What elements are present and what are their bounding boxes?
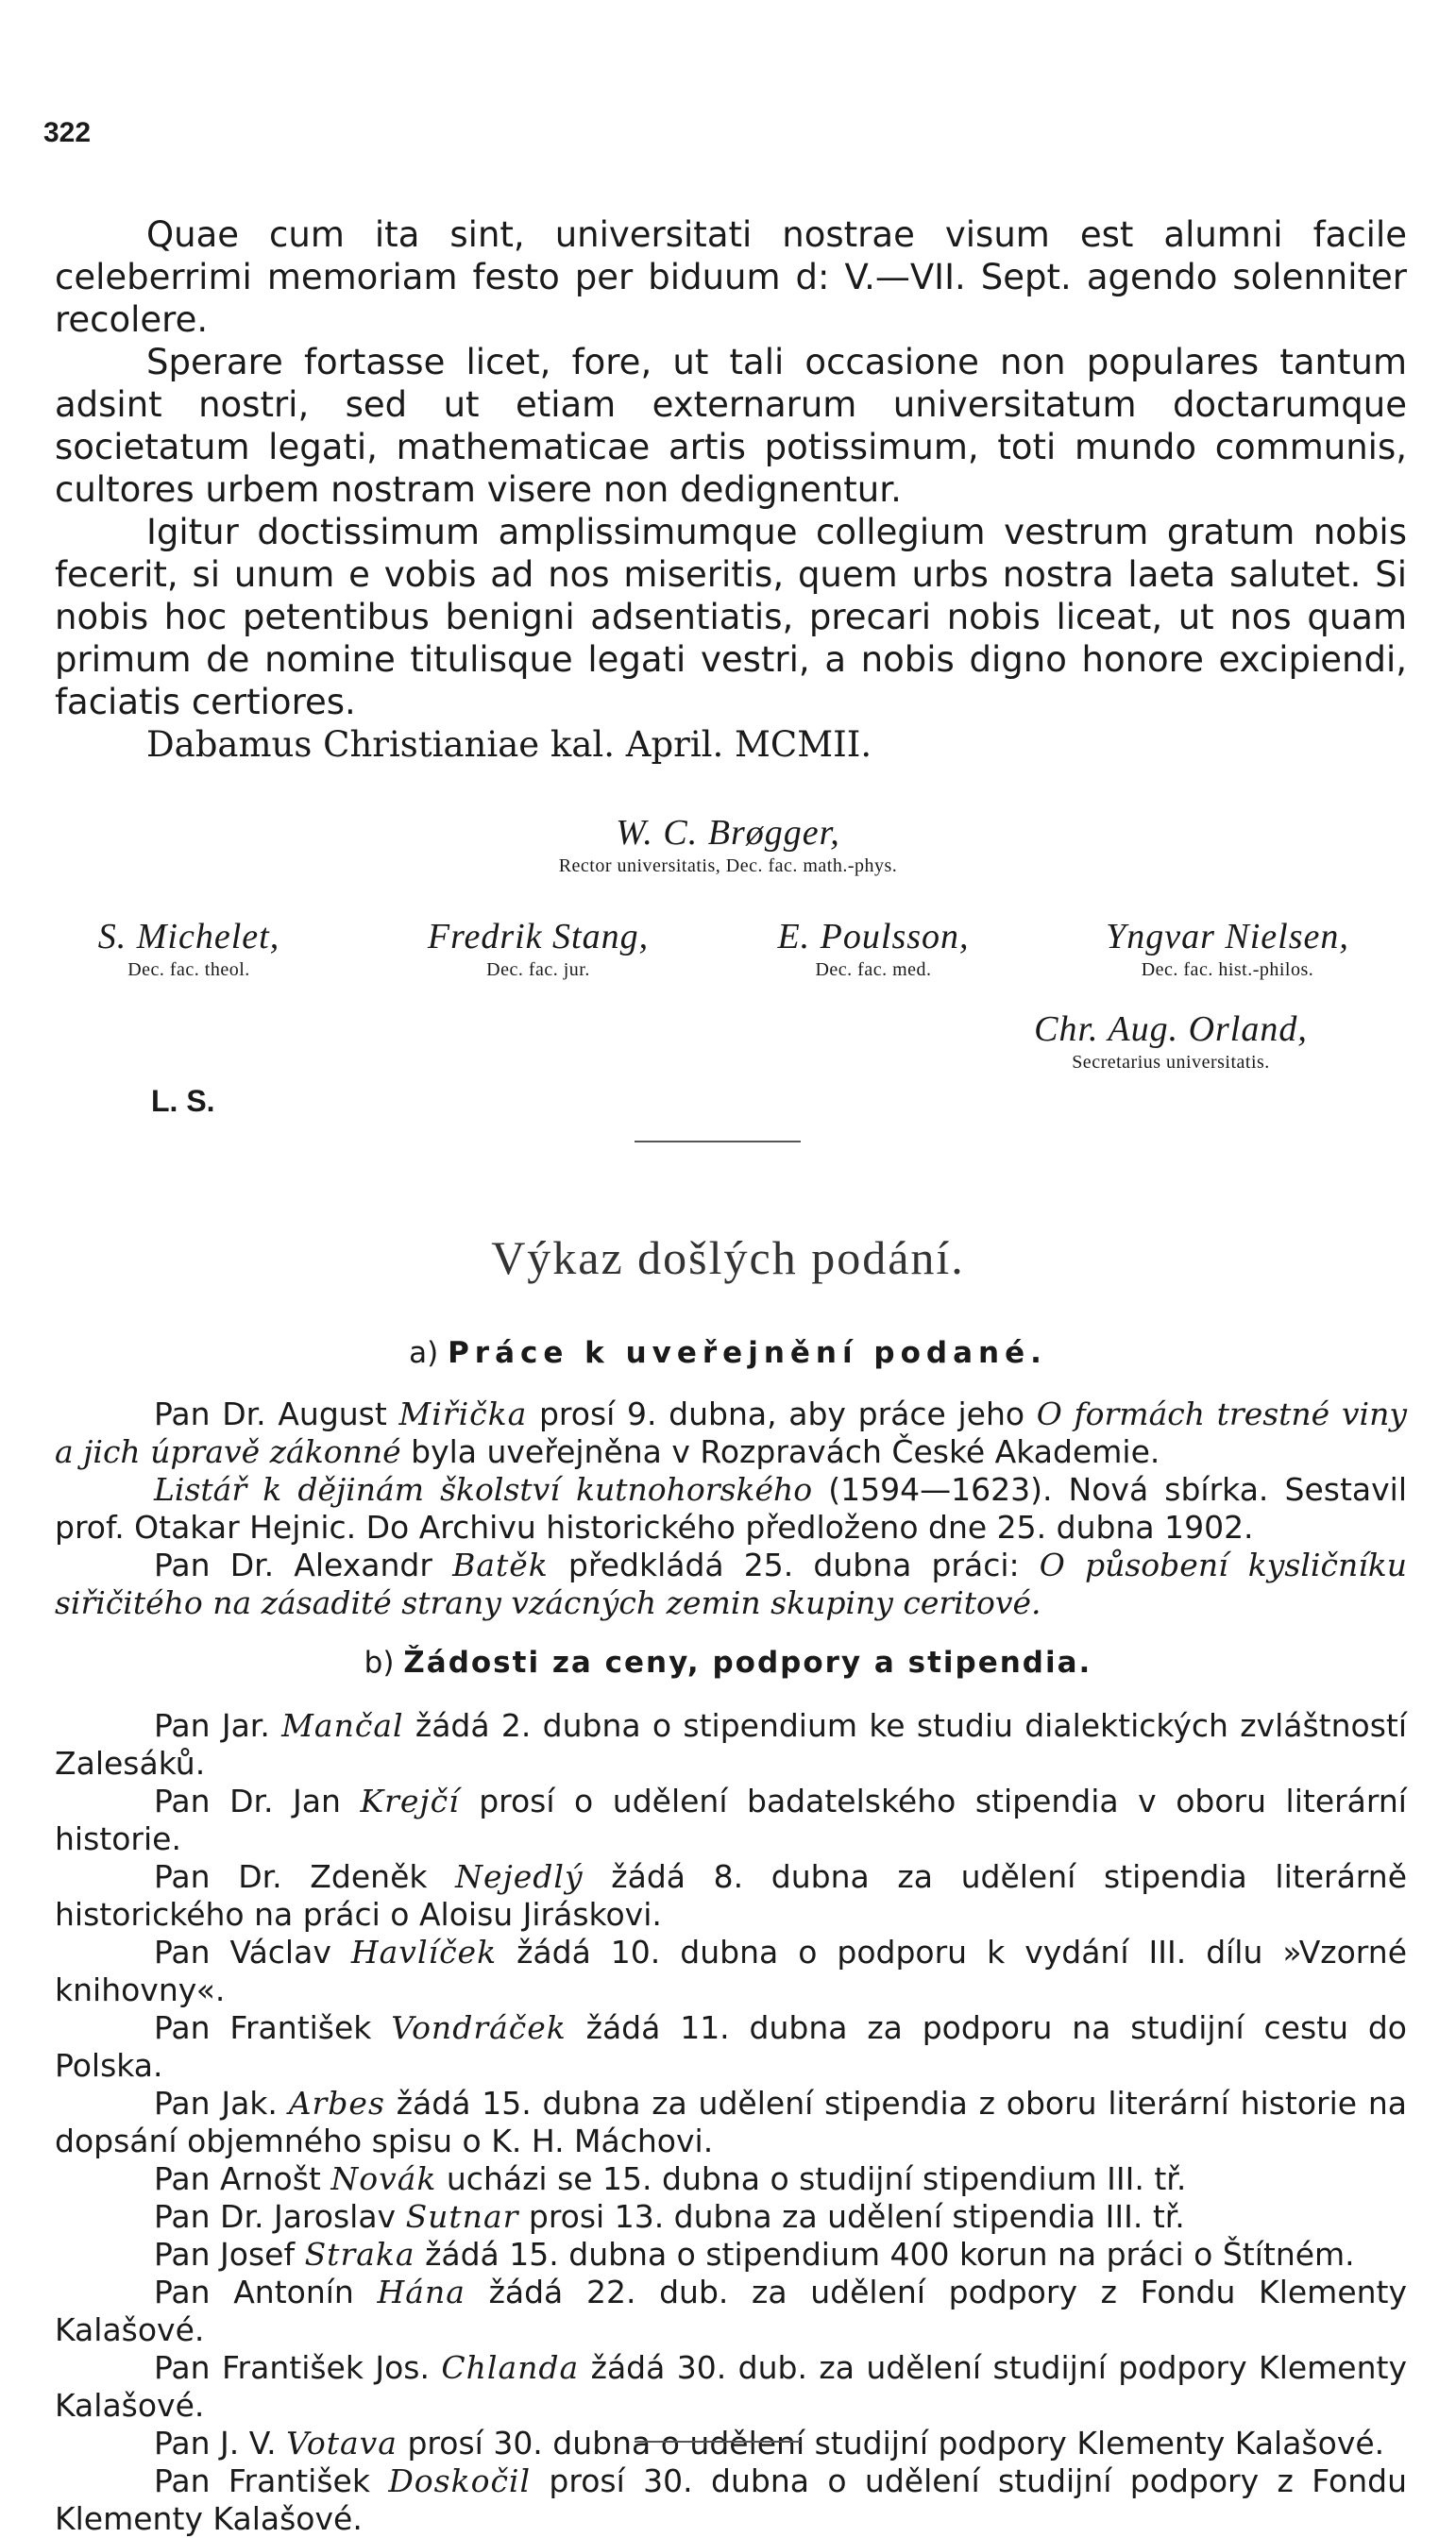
entry-text: předkládá 25. dubna práci: <box>548 1547 1040 1583</box>
entry-text: (1594—1623). Nová sbírka. Sestavil prof. Otakar Hejnic. Do Archivu historického předloženo dne 25. dubna 1902. <box>55 1471 1407 1546</box>
entry <box>55 2198 1407 2236</box>
entry-name: Vondráček <box>391 2009 567 2046</box>
entry <box>55 2236 1407 2274</box>
entry-name: Nejedlý <box>455 1858 584 1895</box>
entry-text: žádá 30. dub. za udělení studijní podpory Klementy Kalašové. <box>55 2349 1407 2424</box>
entry-text: Pan Jar. <box>154 1707 282 1744</box>
entry-text: byla uveřejněna v Rozpravách České Akademie. <box>400 1433 1160 1470</box>
subheading-a <box>0 1336 1456 1370</box>
subheading-b <box>0 1646 1456 1680</box>
entry-title: O působení kysličníku siřičitého na zásadité strany vzácných zemin skupiny ceritové. <box>55 1547 1407 1621</box>
divider <box>635 2441 801 2443</box>
entry <box>55 2425 1407 2462</box>
signature-secretary <box>982 1008 1360 1074</box>
signature-role: Dec. fac. hist.-philos. <box>1141 959 1314 980</box>
entry-text: Pan František <box>154 2009 392 2046</box>
signature-role: Rector universitatis, Dec. fac. math.-phys. <box>558 855 898 876</box>
subheading-label: b) <box>364 1646 395 1680</box>
page-number: 322 <box>43 117 92 148</box>
entry-text: žádá 15. dubna za udělení stipendia z oboru literární historie na dopsání objemného spisu o K. H. Máchovi. <box>55 2085 1407 2159</box>
signature-name: S. Michelet, <box>97 917 280 956</box>
entry-text: Pan Jak. <box>154 2085 289 2122</box>
entry <box>55 1858 1407 1934</box>
entry-text: Pan František Jos. <box>154 2349 442 2386</box>
entry <box>55 1707 1407 1783</box>
entry-text: žádá 15. dubna o stipendium 400 korun na práci o Štítném. <box>415 2236 1355 2273</box>
entry-text: ucházi se 15. dubna o studijní stipendium III. tř. <box>436 2160 1187 2197</box>
entry-name: Arbes <box>288 2085 385 2122</box>
entry-name: Chlanda <box>441 2349 580 2386</box>
signature-dean-philosophy <box>1048 916 1407 981</box>
letter-paragraph: Sperare fortasse licet, fore, ut tali occasione non populares tantum adsint nostri, sed ut etiam externarum universitatum doctarumque societatum legati, mathematicae artis potissimum, toti mundo communis, cultores urbem nostram visere non dedignentur. <box>55 342 1407 510</box>
entry-text: Pan Josef <box>154 2236 305 2273</box>
entry-text: Pan Antonín <box>154 2274 378 2310</box>
entry-name: Sutnar <box>405 2198 519 2235</box>
entry-name: Hána <box>377 2274 466 2310</box>
entry-name: Straka <box>304 2236 415 2273</box>
signature-role: Secretarius universitatis. <box>1072 1052 1270 1073</box>
divider <box>635 1141 801 1142</box>
entry-text: žádá 10. dubna o podporu k vydání III. dílu »Vzorné knihovny«. <box>55 1934 1407 2008</box>
entry-name: Batěk <box>452 1547 549 1583</box>
entry-text: žádá 8. dubna za udělení stipendia literárně historického na práci o Aloisu Jiráskovi. <box>55 1858 1407 1933</box>
section-b-entries <box>55 1707 1407 2538</box>
entry <box>55 2349 1407 2425</box>
signature-role: Dec. fac. med. <box>815 959 932 980</box>
signature-name: W. C. Brøgger, <box>616 813 840 853</box>
entry-text: prosí 9. dubna, aby práce jeho <box>527 1396 1037 1432</box>
entry <box>55 1396 1407 1471</box>
entry-title: Listář k dějinám školství kutnohorského <box>154 1471 813 1508</box>
entry <box>55 2274 1407 2349</box>
subheading-label: a) <box>409 1336 439 1370</box>
entry-name: Mančal <box>281 1707 404 1744</box>
entry-name: Votava <box>286 2425 398 2462</box>
letter-paragraph: Igitur doctissimum amplissimumque collegium vestrum gratum nobis fecerit, si unum e vobis ad nos miseritis, quem urbs nostra laeta salutet. Si nobis hoc petentibus benigni adsentiatis, precari nobis liceat, ut nos quam primum de nomine titulisque legati vestri, a nobis digno honore excipiendi, faciatis certiores. <box>55 512 1407 722</box>
signature-name: Yngvar Nielsen, <box>1106 917 1349 956</box>
latin-letter <box>55 213 1407 766</box>
entry-text: žádá 2. dubna o stipendium ke studiu dialektických zvláštností Zalesáků. <box>55 1707 1407 1782</box>
entry-text: Pan Dr. Zdeněk <box>154 1858 456 1895</box>
entry-title: O formách trestné viny a jich úpravě zákonné <box>55 1396 1407 1470</box>
entry-text: Pan Arnošt <box>154 2160 331 2197</box>
signature-rector <box>0 812 1456 877</box>
entry <box>55 1471 1407 1547</box>
entry <box>55 1547 1407 1622</box>
subheading-title: Práce k uveřejnění podané. <box>448 1336 1047 1370</box>
entry-text: prosí o udělení badatelského stipendia v oboru literární historie. <box>55 1783 1407 1857</box>
entry-name: Miřička <box>398 1396 528 1432</box>
entry-name: Havlíček <box>350 1934 498 1971</box>
entry-text: Pan Dr. Jaroslav <box>154 2198 406 2235</box>
entry-text: žádá 11. dubna za podporu na studijní cestu do Polska. <box>55 2009 1407 2084</box>
entry-text: prosí 30. dubna o udělení studijní podpory z Fondu Klementy Kalašové. <box>55 2462 1407 2537</box>
section-a-entries <box>55 1396 1407 1622</box>
signature-role: Dec. fac. theol. <box>127 959 250 980</box>
entry-name: Doskočil <box>388 2462 532 2499</box>
letter-paragraph: Quae cum ita sint, universitati nostrae visum est alumni facile celeberrimi memoriam festo per biduum d: V.—VII. Sept. agendo solenniter recolere. <box>55 214 1407 340</box>
signature-dean-medicine <box>736 916 1010 981</box>
signature-dean-law <box>387 916 689 981</box>
signature-name: E. Poulsson, <box>777 917 970 956</box>
entry <box>55 2085 1407 2160</box>
subheading-title: Žádosti za ceny, podpory a stipendia. <box>403 1646 1092 1680</box>
entry-text: prosi 13. dubna za udělení stipendia III. tř. <box>518 2198 1185 2235</box>
entry <box>55 1934 1407 2009</box>
entry <box>55 2160 1407 2198</box>
section-heading: Výkaz došlých podání. <box>491 1231 965 1284</box>
letter-date: Dabamus Christianiae kal. April. MCMII. <box>146 724 872 765</box>
entry-name: Krejčí <box>360 1783 460 1819</box>
entry-text: prosí 30. dubna o udělení studijní podpory Klementy Kalašové. <box>398 2425 1385 2462</box>
entry <box>55 2009 1407 2085</box>
signature-name: Chr. Aug. Orland, <box>1034 1009 1308 1049</box>
entry-text: Pan Dr. Jan <box>154 1783 361 1819</box>
entry <box>55 2462 1407 2538</box>
entry-text: Pan Dr. August <box>154 1396 399 1432</box>
entry-name: Novák <box>330 2160 437 2197</box>
entry <box>55 1783 1407 1858</box>
entry-text: Pan J. V. <box>154 2425 287 2462</box>
entry-text: Pan František <box>154 2462 389 2499</box>
signature-dean-theology <box>57 916 321 981</box>
entry-text: žádá 22. dub. za udělení podpory z Fondu Klementy Kalašové. <box>55 2274 1407 2348</box>
seal-mark: L. S. <box>151 1084 215 1118</box>
signature-role: Dec. fac. jur. <box>486 959 590 980</box>
entry-text: Pan Václav <box>154 1934 351 1971</box>
signature-name: Fredrik Stang, <box>427 917 650 956</box>
entry-text: Pan Dr. Alexandr <box>154 1547 453 1583</box>
